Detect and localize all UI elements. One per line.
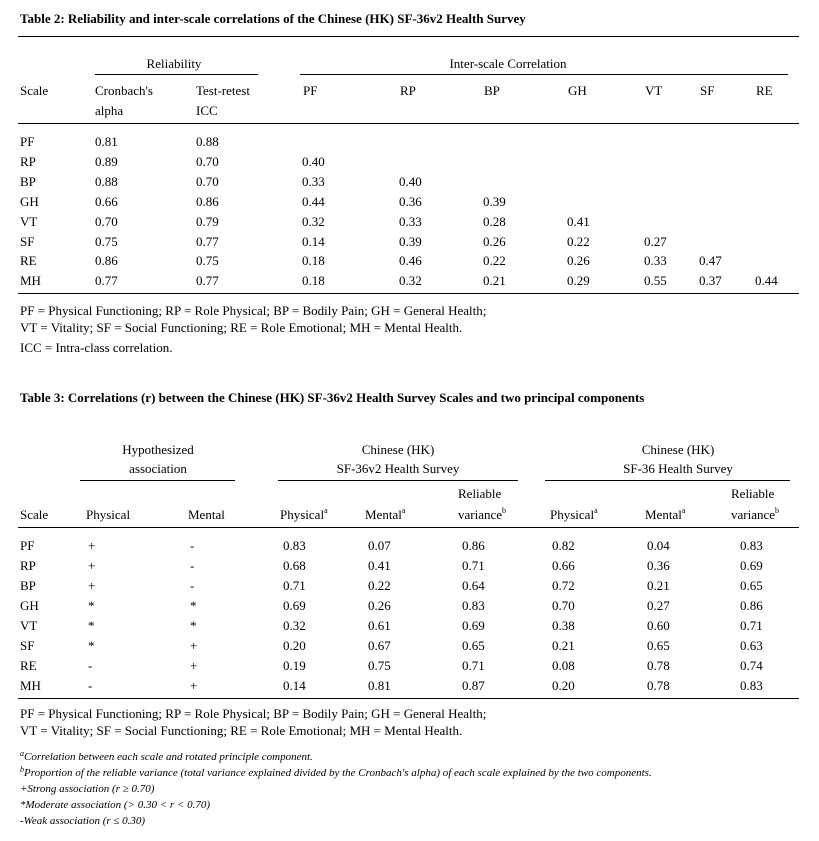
- cell-corr: 0.40: [302, 153, 325, 169]
- cell-alpha: 0.89: [95, 153, 118, 169]
- cell-corr: 0.22: [483, 253, 506, 269]
- row-scale: GH: [20, 193, 39, 209]
- cell-v1: 0.78: [647, 658, 670, 673]
- cell-icc: 0.70: [196, 173, 219, 189]
- cell-alpha: 0.81: [95, 134, 118, 149]
- cell-v1: 0.70: [552, 598, 575, 613]
- cell-corr: 0.32: [399, 273, 422, 289]
- col-header-alpha-2: alpha: [95, 103, 124, 118]
- cell-v2: 0.41: [368, 558, 391, 573]
- table2-title: Table 2: Reliability and inter-scale correlations of the Chinese (HK) SF-36v2 Health Survey: [20, 11, 526, 26]
- correlation-group-rule: [300, 74, 788, 75]
- col-header-v2-physical: Physical$^a$: [280, 506, 328, 522]
- cell-v2: 0.65: [462, 638, 485, 653]
- cell-v2: 0.71: [283, 578, 306, 593]
- cell-hyp-physical: +: [88, 558, 96, 573]
- cell-hyp-mental: +: [190, 658, 198, 673]
- cell-hyp-physical: +: [88, 578, 96, 593]
- cell-corr: 0.47: [699, 253, 722, 269]
- col-header-v1-mental: Mental$^a$: [645, 506, 686, 522]
- cell-v1: 0.86: [740, 598, 763, 613]
- cell-hyp-physical: -: [88, 658, 93, 673]
- col-header-alpha: Cronbach's: [95, 83, 153, 98]
- col-header-reliable-v1: Reliable: [731, 486, 775, 501]
- cell-hyp-physical: -: [88, 678, 93, 693]
- cell-v2: 0.19: [283, 658, 306, 673]
- cell-corr: 0.32: [302, 213, 325, 229]
- cell-v1: 0.21: [647, 578, 670, 593]
- v1-group-header: Chinese (HK): [641, 442, 715, 457]
- row-scale: SF: [20, 638, 35, 653]
- cell-v2: 0.86: [462, 538, 485, 553]
- cell-alpha: 0.66: [95, 193, 118, 209]
- cell-v2: 0.67: [368, 638, 391, 653]
- row-scale: VT: [20, 618, 38, 633]
- col-header-hyp-mental: Mental: [188, 507, 225, 522]
- cell-v1: 0.69: [740, 558, 763, 573]
- v2-group-rule: [278, 480, 518, 481]
- cell-v1: 0.60: [647, 618, 670, 633]
- cell-corr: 0.18: [302, 273, 325, 289]
- row-scale: MH: [20, 273, 41, 289]
- cell-corr: 0.33: [302, 173, 325, 189]
- col-header-corr-gh: GH: [568, 83, 587, 98]
- row-scale: BP: [20, 578, 36, 593]
- footnote-text: +Strong association (r ≥ 0.70): [20, 783, 155, 795]
- col-header-corr-vt: VT: [645, 83, 663, 98]
- cell-icc: 0.79: [196, 213, 219, 229]
- cell-v2: 0.61: [368, 618, 391, 633]
- cell-alpha: 0.70: [95, 213, 118, 229]
- cell-icc: 0.86: [196, 193, 219, 209]
- cell-corr: 0.36: [399, 193, 422, 209]
- cell-corr: 0.29: [567, 273, 590, 289]
- cell-v1: 0.04: [647, 538, 670, 553]
- cell-corr: 0.44: [302, 193, 325, 209]
- cell-v2: 0.26: [368, 598, 391, 613]
- table3-bottom-rule: [18, 698, 799, 699]
- table3-note: VT = Vitality; SF = Social Functioning; RE = Role Emotional; MH = Mental Health.: [20, 723, 463, 738]
- cell-corr: 0.28: [483, 213, 506, 229]
- cell-v1: 0.08: [552, 658, 575, 673]
- col-header-v2-mental: Mental$^a$: [365, 506, 406, 522]
- v1-group-header-2: SF-36 Health Survey: [623, 461, 733, 476]
- cell-v1: 0.83: [740, 538, 763, 553]
- table2-top-rule: [18, 36, 799, 37]
- footnote-text: Correlation between each scale and rotated principle component.: [24, 751, 313, 763]
- cell-v1: 0.83: [740, 678, 763, 693]
- table2-note: VT = Vitality; SF = Social Functioning; RE = Role Emotional; MH = Mental Health.: [20, 320, 463, 335]
- cell-corr: 0.33: [644, 253, 667, 269]
- row-scale: RP: [20, 558, 36, 573]
- cell-v1: 0.65: [647, 638, 670, 653]
- cell-v1: 0.78: [647, 678, 670, 693]
- col-header-v2-variance: variance$^b$: [458, 506, 507, 522]
- col-header-hyp-physical: Physical: [86, 507, 131, 522]
- cell-v1: 0.20: [552, 678, 575, 693]
- cell-hyp-physical: *: [88, 598, 95, 613]
- cell-corr: 0.41: [567, 213, 590, 229]
- cell-v2: 0.22: [368, 578, 391, 593]
- footnote-marker: b: [20, 765, 24, 774]
- cell-v1: 0.63: [740, 638, 763, 653]
- row-scale: RE: [20, 658, 37, 673]
- cell-v1: 0.65: [740, 578, 763, 593]
- cell-v2: 0.32: [283, 618, 306, 633]
- cell-v1: 0.36: [647, 558, 670, 573]
- cell-corr: 0.27: [644, 233, 667, 249]
- cell-v2: 0.75: [368, 658, 391, 673]
- cell-hyp-physical: +: [88, 538, 96, 553]
- cell-corr: 0.33: [399, 213, 422, 229]
- footnote-marker: a: [20, 749, 24, 758]
- table3-header-rule: [18, 527, 799, 528]
- cell-v1: 0.72: [552, 578, 575, 593]
- table3-footnote: [20, 766, 652, 780]
- cell-hyp-mental: *: [190, 598, 197, 613]
- col-header-corr-rp: RP: [400, 83, 416, 98]
- cell-hyp-mental: -: [190, 538, 195, 553]
- cell-corr: 0.44: [755, 273, 778, 289]
- cell-v2: 0.83: [462, 598, 485, 613]
- hyp-group-header-2: association: [129, 461, 187, 476]
- row-scale: PF: [20, 538, 35, 553]
- cell-corr: 0.46: [399, 253, 422, 269]
- cell-v2: 0.71: [462, 558, 485, 573]
- cell-hyp-physical: *: [88, 618, 95, 633]
- cell-v2: 0.64: [462, 578, 485, 593]
- row-scale: RP: [20, 153, 36, 169]
- cell-icc: 0.75: [196, 253, 219, 269]
- cell-v2: 0.68: [283, 558, 306, 573]
- cell-alpha: 0.88: [95, 173, 118, 189]
- row-scale: SF: [20, 233, 35, 249]
- cell-hyp-mental: +: [190, 638, 198, 653]
- cell-hyp-mental: *: [190, 618, 197, 633]
- cell-corr: 0.40: [399, 173, 422, 189]
- cell-alpha: 0.77: [95, 273, 118, 289]
- table3-note: PF = Physical Functioning; RP = Role Physical; BP = Bodily Pain; GH = General Health;: [20, 706, 487, 721]
- cell-hyp-mental: +: [190, 678, 198, 693]
- cell-corr: 0.21: [483, 273, 506, 289]
- row-scale: GH: [20, 598, 39, 613]
- cell-alpha: 0.86: [95, 253, 118, 269]
- hyp-group-header: Hypothesized: [122, 442, 194, 457]
- table2-note: PF = Physical Functioning; RP = Role Physical; BP = Bodily Pain; GH = General Health;: [20, 303, 487, 318]
- col-header-v1-physical: Physical$^a$: [550, 506, 598, 522]
- v2-group-header: Chinese (HK): [361, 442, 435, 457]
- cell-corr: 0.37: [699, 273, 722, 289]
- row-scale: BP: [20, 173, 36, 189]
- cell-corr: 0.55: [644, 273, 667, 289]
- cell-icc: 0.70: [196, 153, 219, 169]
- cell-v1: 0.27: [647, 598, 670, 613]
- cell-corr: 0.18: [302, 253, 325, 269]
- cell-v2: 0.71: [462, 658, 485, 673]
- row-scale: VT: [20, 213, 38, 229]
- col-header-v1-variance: variance$^b$: [731, 506, 780, 522]
- reliability-group-rule: [95, 74, 258, 75]
- reliability-group-header: Reliability: [146, 56, 202, 71]
- col-header-corr-sf: SF: [700, 83, 715, 98]
- cell-v2: 0.83: [283, 538, 306, 553]
- cell-corr: 0.39: [483, 193, 506, 209]
- correlation-group-header: Inter-scale Correlation: [449, 56, 567, 71]
- cell-corr: 0.14: [302, 233, 325, 249]
- cell-v2: 0.20: [283, 638, 306, 653]
- col-header-corr-bp: BP: [484, 83, 500, 98]
- v2-group-header-2: SF-36v2 Health Survey: [336, 461, 460, 476]
- table3-footnote: [20, 750, 313, 764]
- cell-icc: 0.88: [196, 134, 219, 149]
- cell-corr: 0.39: [399, 233, 422, 249]
- table3-title: Table 3: Correlations (r) between the Chinese (HK) SF-36v2 Health Survey Scales and two principal components: [20, 390, 645, 405]
- col-header-scale: Scale: [20, 83, 49, 98]
- cell-icc: 0.77: [196, 273, 219, 289]
- col-header-corr-pf: PF: [303, 83, 318, 98]
- cell-v2: 0.69: [283, 598, 306, 613]
- cell-v1: 0.21: [552, 638, 575, 653]
- cell-hyp-physical: *: [88, 638, 95, 653]
- cell-v1: 0.38: [552, 618, 575, 633]
- cell-v2: 0.07: [368, 538, 391, 553]
- col-header-icc-2: ICC: [196, 103, 218, 118]
- hyp-group-rule: [80, 480, 235, 481]
- cell-v1: 0.71: [740, 618, 763, 633]
- cell-v2: 0.69: [462, 618, 485, 633]
- col-header-corr-re: RE: [756, 83, 773, 98]
- table3-footnote: [20, 782, 154, 796]
- cell-alpha: 0.75: [95, 233, 118, 249]
- table3-footnote: [20, 814, 145, 828]
- cell-v2: 0.14: [283, 678, 306, 693]
- col-header-scale: Scale: [20, 507, 49, 522]
- v1-group-rule: [545, 480, 790, 481]
- cell-corr: 0.26: [483, 233, 506, 249]
- cell-corr: 0.22: [567, 233, 590, 249]
- table2-note: ICC = Intra-class correlation.: [20, 340, 173, 355]
- cell-v2: 0.87: [462, 678, 485, 693]
- cell-v1: 0.82: [552, 538, 575, 553]
- table3-footnote: [20, 798, 210, 812]
- row-scale: PF: [20, 134, 35, 149]
- row-scale: RE: [20, 253, 37, 269]
- col-header-icc: Test-retest: [196, 83, 250, 98]
- footnote-text: Proportion of the reliable variance (total variance explained divided by the Cronbach's alpha) of each scale explained by the two components.: [24, 767, 652, 779]
- row-scale: MH: [20, 678, 41, 693]
- cell-v2: 0.81: [368, 678, 391, 693]
- cell-icc: 0.77: [196, 233, 219, 249]
- cell-v1: 0.74: [740, 658, 763, 673]
- cell-hyp-mental: -: [190, 578, 195, 593]
- table2-bottom-rule: [18, 293, 799, 294]
- footnote-text: *Moderate association (> 0.30 < r < 0.70): [20, 799, 211, 811]
- cell-hyp-mental: -: [190, 558, 195, 573]
- col-header-reliable-v2: Reliable: [458, 486, 502, 501]
- table2-header-rule: [18, 123, 799, 124]
- cell-corr: 0.26: [567, 253, 590, 269]
- cell-v1: 0.66: [552, 558, 575, 573]
- footnote-text: -Weak association (r ≤ 0.30): [20, 815, 146, 827]
